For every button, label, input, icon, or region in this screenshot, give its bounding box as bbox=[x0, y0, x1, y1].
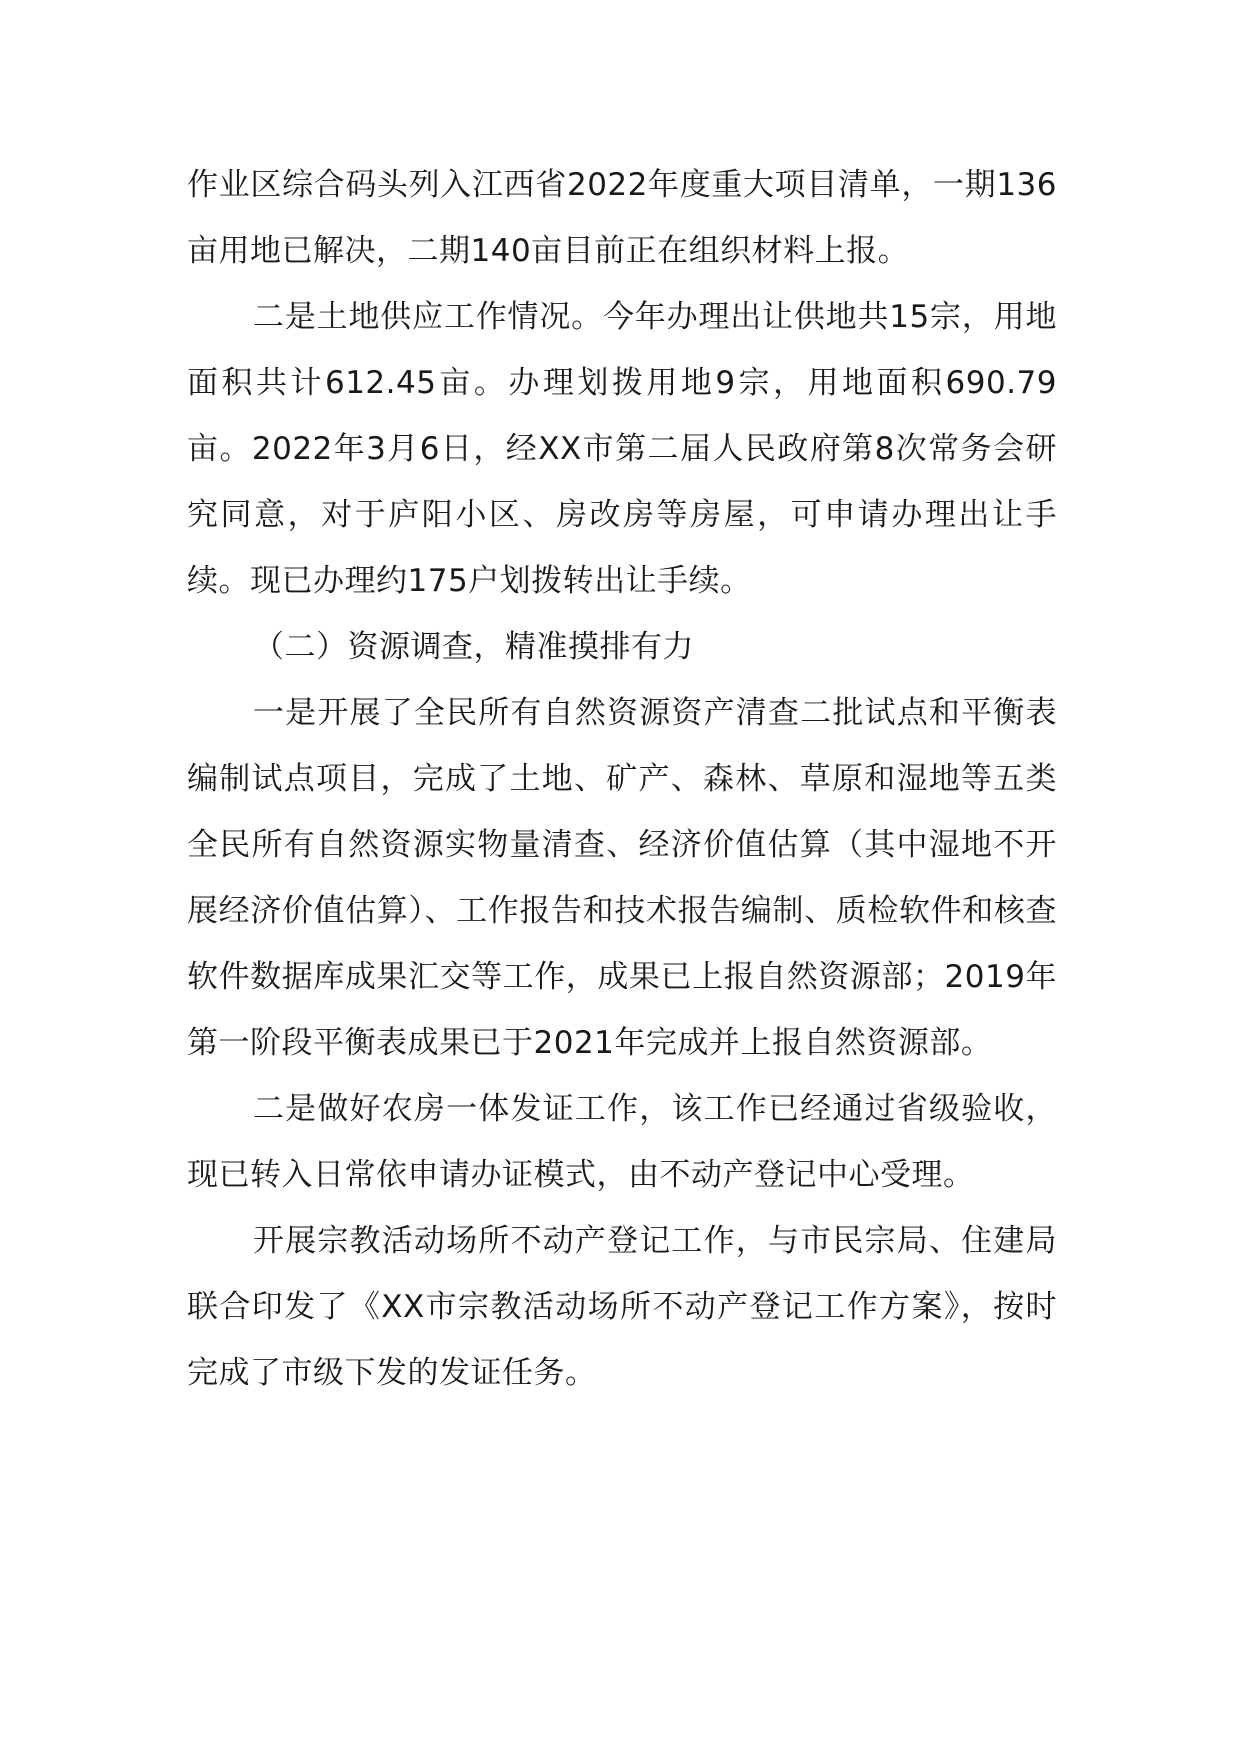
paragraph-asset-inventory: 一是开展了全民所有自然资源资产清查二批试点和平衡表编制试点项目，完成了土地、矿产、森林、草原和湿地等五类全民所有自然资源实物量清查、经济价值估算（其中湿地不开展经济价值估算）、工作报告和技术报告编制、质检软件和核查软件数据库成果汇交等工作，成果已上报自然资源部；2019年第一阶段平衡表成果已于2021年完成并上报自然资源部。 bbox=[187, 695, 1057, 1061]
document-body bbox=[187, 152, 1057, 1406]
paragraph-land-supply: 二是土地供应工作情况。今年办理出让供地共15宗，用地面积共计612.45亩。办理划拨用地9宗，用地面积690.79亩。2022年3月6日，经XX市第二届人民政府第8次常务会研究同意，对于庐阳小区、房改房等房屋，可申请办理出让手续。现已办理约175户划拨转出让手续。 bbox=[187, 299, 1057, 599]
paragraph-rural-housing-certification: 二是做好农房一体发证工作，该工作已经通过省级验收，现已转入日常依申请办证模式，由不动产登记中心受理。 bbox=[187, 1091, 1057, 1193]
section-heading-resource-survey: （二）资源调查，精准摸排有力 bbox=[253, 629, 694, 665]
paragraph-continuation: 作业区综合码头列入江西省2022年度重大项目清单，一期136亩用地已解决，二期140亩目前正在组织材料上报。 bbox=[187, 167, 1057, 269]
paragraph-religious-sites-registration: 开展宗教活动场所不动产登记工作，与市民宗局、住建局联合印发了《XX市宗教活动场所不动产登记工作方案》，按时完成了市级下发的发证任务。 bbox=[187, 1223, 1057, 1391]
